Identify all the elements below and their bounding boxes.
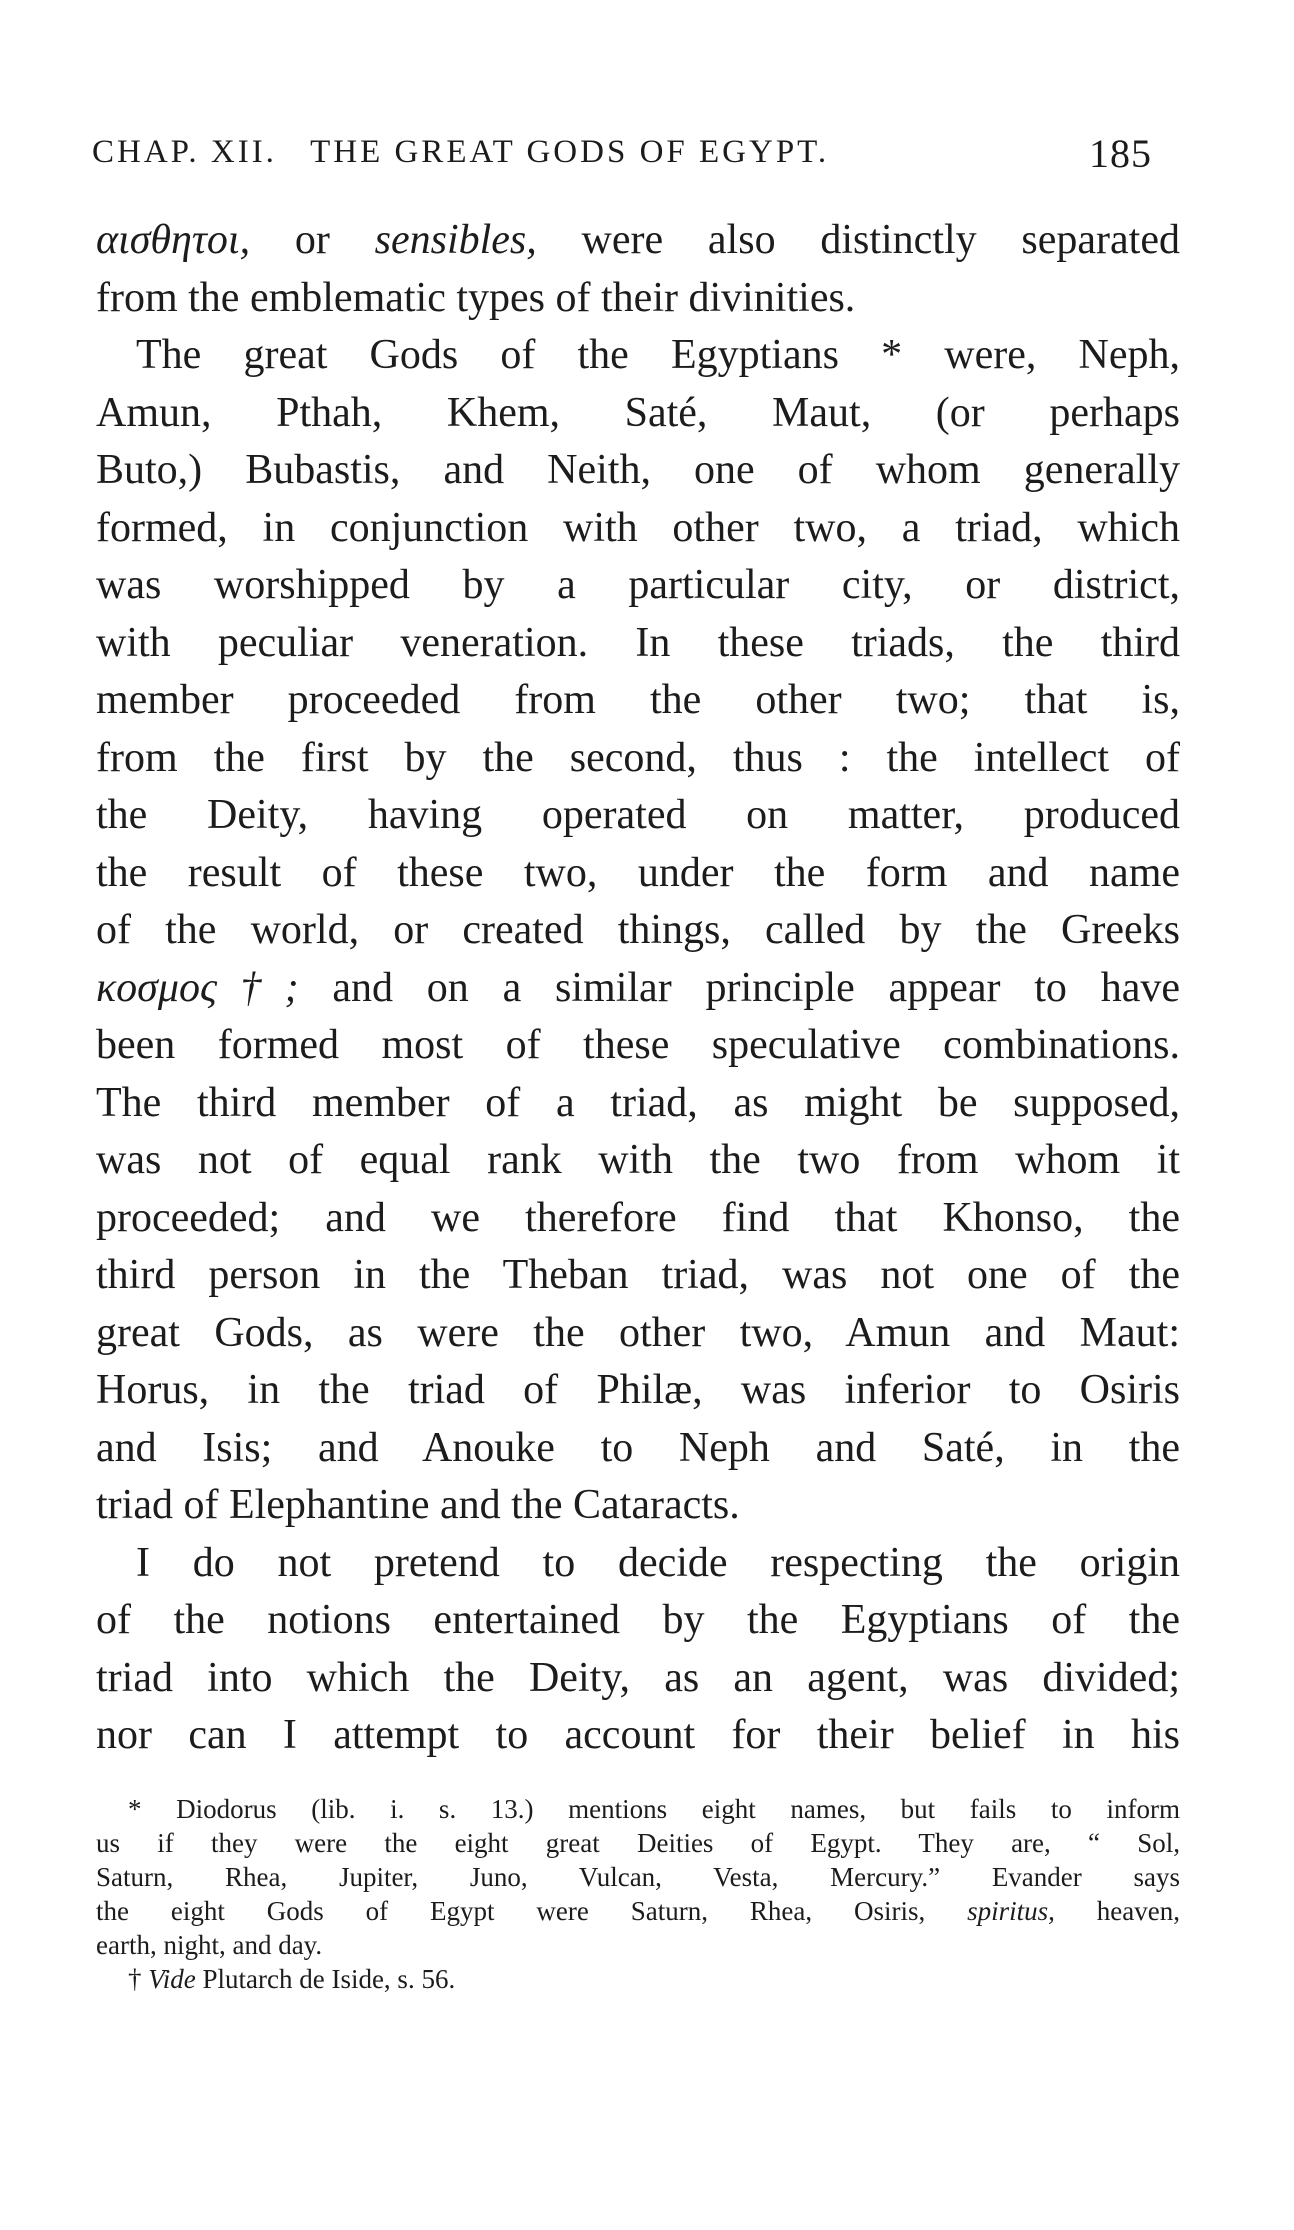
text-line: the result of these two, under the form and name: [96, 849, 1180, 896]
text-line: triad into which the Deity, as an agent, was divided;: [96, 1654, 1180, 1701]
text-line: was not of equal rank with the two from whom it: [96, 1137, 1180, 1183]
footnote-line: † Vide Plutarch de Iside, s. 56.: [128, 1964, 456, 1994]
text-line: from the first by the second, thus : the intellect of: [96, 734, 1180, 781]
footnote-line: us if they were the eight great Deities of Egypt. They are, “ Sol,: [96, 1828, 1180, 1858]
text-line: been formed most of these speculative combinations.: [96, 1022, 1180, 1068]
text-line: third person in the Theban triad, was not one of the: [96, 1252, 1180, 1298]
greek-word: αισθητοι,: [96, 217, 251, 263]
footnote-line: * Diodorus (lib. i. s. 13.) mentions eight names, but fails to inform: [128, 1794, 1180, 1824]
main-text: [96, 212, 1180, 1765]
text-line: member proceeded from the other two; that is,: [96, 677, 1180, 723]
text-line: great Gods, as were the other two, Amun and Maut:: [96, 1309, 1180, 1356]
italic-word: spiritus,: [967, 1896, 1055, 1926]
page-number: 185: [1089, 131, 1152, 176]
text-line: of the notions entertained by the Egyptians of the: [96, 1597, 1180, 1643]
text-line: triad of Elephantine and the Cataracts.: [96, 1482, 740, 1528]
text-line: proceeded; and we therefore find that Khonso, the: [96, 1194, 1180, 1241]
text-line: was worshipped by a particular city, or district,: [96, 562, 1180, 608]
text-line: nor can I attempt to account for their belief in his: [96, 1712, 1180, 1758]
text-line: of the world, or created things, called by the Greeks: [96, 907, 1180, 953]
page-header: [92, 130, 1152, 180]
running-title: CHAP. XII. THE GREAT GODS OF EGYPT.: [92, 134, 830, 170]
text-line: and Isis; and Anouke to Neph and Saté, in the: [96, 1424, 1180, 1471]
text-line: αισθητοι, or sensibles, were also distinctly separated: [96, 217, 1180, 263]
text-line: The third member of a triad, as might be supposed,: [96, 1079, 1180, 1126]
text-line: Buto,) Bubastis, and Neith, one of whom generally: [96, 447, 1180, 493]
paragraph-start: The great Gods of the Egyptians * were, Neph,: [136, 332, 1180, 378]
text-line: the Deity, having operated on matter, produced: [96, 792, 1180, 838]
footnote-line: earth, night, and day.: [96, 1930, 323, 1960]
greek-word: κοσμος†;: [96, 964, 299, 1011]
footnote-line: Saturn, Rhea, Jupiter, Juno, Vulcan, Vesta, Mercury.” Evander says: [96, 1862, 1180, 1892]
text-line: with peculiar veneration. In these triads, the third: [96, 619, 1180, 666]
text-line: formed, in conjunction with other two, a triad, which: [96, 504, 1180, 551]
text-line: Amun, Pthah, Khem, Saté, Maut, (or perhaps: [96, 389, 1180, 436]
italic-word: Vide: [148, 1964, 196, 1994]
text-line: Horus, in the triad of Philæ, was inferior to Osiris: [96, 1367, 1180, 1413]
footnote-line: the eight Gods of Egypt were Saturn, Rhea, Osiris, spiritus, heaven,: [96, 1896, 1180, 1926]
italic-word: sensibles,: [374, 217, 537, 263]
text-line: from the emblematic types of their divinities.: [96, 274, 856, 321]
paragraph-start: I do not pretend to decide respecting the origin: [136, 1539, 1180, 1586]
text-line: κοσμος†; and on a similar principle appear to have: [96, 964, 1180, 1011]
footnotes: [96, 1792, 1180, 1996]
